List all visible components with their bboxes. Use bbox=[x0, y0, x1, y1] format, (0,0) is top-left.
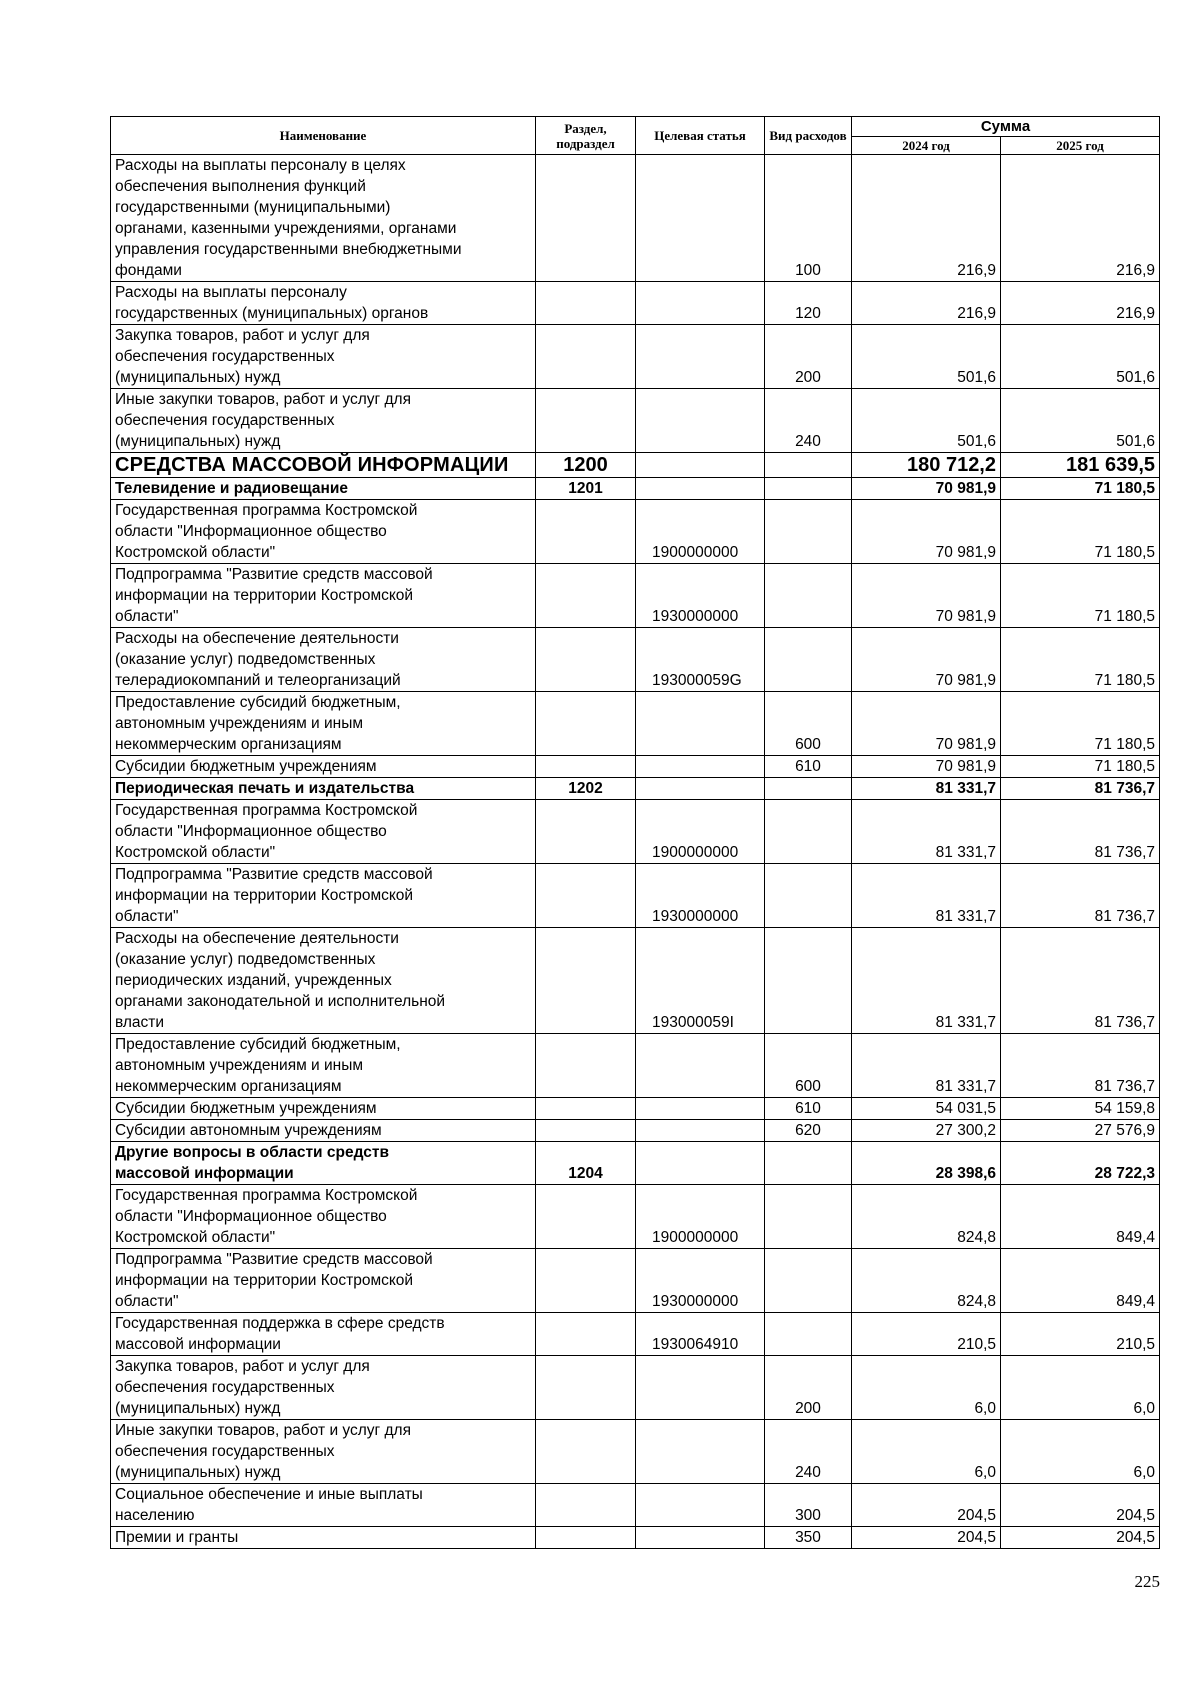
cell-2024: 216,9 bbox=[852, 282, 1001, 325]
cell-expense-type: 120 bbox=[765, 282, 852, 325]
cell-2024: 216,9 bbox=[852, 155, 1001, 282]
cell-2024: 81 331,7 bbox=[852, 928, 1001, 1034]
cell-section bbox=[536, 389, 636, 453]
cell-expense-type: 100 bbox=[765, 155, 852, 282]
cell-section bbox=[536, 864, 636, 928]
cell-2025: 501,6 bbox=[1001, 389, 1160, 453]
cell-2024: 6,0 bbox=[852, 1356, 1001, 1420]
table-row bbox=[111, 478, 1160, 500]
table-row bbox=[111, 800, 1160, 864]
cell-section bbox=[536, 692, 636, 756]
cell-target: 1930000000 bbox=[636, 1249, 765, 1313]
cell-name: Премии и гранты bbox=[111, 1527, 536, 1549]
table-body bbox=[111, 155, 1160, 1549]
header-type: Вид расходов bbox=[765, 117, 852, 155]
cell-2024: 210,5 bbox=[852, 1313, 1001, 1356]
cell-target: 1900000000 bbox=[636, 800, 765, 864]
cell-expense-type bbox=[765, 778, 852, 800]
table-row bbox=[111, 1313, 1160, 1356]
cell-target: 1930000000 bbox=[636, 864, 765, 928]
cell-2025: 216,9 bbox=[1001, 155, 1160, 282]
cell-target bbox=[636, 756, 765, 778]
cell-expense-type: 240 bbox=[765, 1420, 852, 1484]
cell-2025: 849,4 bbox=[1001, 1249, 1160, 1313]
cell-name: Государственная программа Костромской области "Информационное общество Костромской области" bbox=[111, 800, 536, 864]
cell-target bbox=[636, 1098, 765, 1120]
cell-section bbox=[536, 1098, 636, 1120]
cell-name: Предоставление субсидий бюджетным, автономным учреждениям и иным некоммерческим организациям bbox=[111, 1034, 536, 1098]
cell-2025: 204,5 bbox=[1001, 1484, 1160, 1527]
table-row bbox=[111, 928, 1160, 1034]
cell-2024: 81 331,7 bbox=[852, 864, 1001, 928]
page-number: 225 bbox=[1134, 1572, 1160, 1591]
cell-expense-type: 610 bbox=[765, 756, 852, 778]
cell-target: 1930000000 bbox=[636, 564, 765, 628]
cell-section bbox=[536, 155, 636, 282]
cell-2025: 71 180,5 bbox=[1001, 478, 1160, 500]
cell-2025: 71 180,5 bbox=[1001, 564, 1160, 628]
header-year-2024: 2024 год bbox=[852, 137, 1001, 155]
cell-name: Закупка товаров, работ и услуг для обеспечения государственных (муниципальных) нужд bbox=[111, 1356, 536, 1420]
cell-name: Предоставление субсидий бюджетным, автономным учреждениям и иным некоммерческим организациям bbox=[111, 692, 536, 756]
table-row bbox=[111, 1527, 1160, 1549]
cell-expense-type: 610 bbox=[765, 1098, 852, 1120]
cell-2024: 70 981,9 bbox=[852, 692, 1001, 756]
cell-section: 1202 bbox=[536, 778, 636, 800]
cell-name: Расходы на обеспечение деятельности (оказание услуг) подведомственных периодических изданий, учрежденных органами законодательной и исполнительной власти bbox=[111, 928, 536, 1034]
cell-section bbox=[536, 564, 636, 628]
cell-section bbox=[536, 1185, 636, 1249]
cell-2025: 71 180,5 bbox=[1001, 628, 1160, 692]
table-row bbox=[111, 389, 1160, 453]
cell-name: Подпрограмма "Развитие средств массовой информации на территории Костромской области" bbox=[111, 864, 536, 928]
cell-2025: 71 180,5 bbox=[1001, 500, 1160, 564]
cell-2024: 81 331,7 bbox=[852, 800, 1001, 864]
cell-section bbox=[536, 1120, 636, 1142]
cell-2025: 210,5 bbox=[1001, 1313, 1160, 1356]
cell-target: 193000059G bbox=[636, 628, 765, 692]
cell-target: 193000059I bbox=[636, 928, 765, 1034]
cell-2024: 501,6 bbox=[852, 325, 1001, 389]
cell-2024: 70 981,9 bbox=[852, 500, 1001, 564]
cell-target bbox=[636, 1120, 765, 1142]
cell-target: 1900000000 bbox=[636, 1185, 765, 1249]
cell-name: Социальное обеспечение и иные выплаты населению bbox=[111, 1484, 536, 1527]
cell-section: 1201 bbox=[536, 478, 636, 500]
cell-section bbox=[536, 1034, 636, 1098]
cell-2025: 216,9 bbox=[1001, 282, 1160, 325]
cell-name: Государственная программа Костромской области "Информационное общество Костромской области" bbox=[111, 1185, 536, 1249]
cell-name: Расходы на выплаты персоналу в целях обеспечения выполнения функций государственными (муниципальными) органами, казенными учреждениями, органами управления государственными внебюджетными фондами bbox=[111, 155, 536, 282]
cell-expense-type bbox=[765, 628, 852, 692]
cell-expense-type: 620 bbox=[765, 1120, 852, 1142]
cell-section bbox=[536, 800, 636, 864]
cell-section bbox=[536, 1527, 636, 1549]
cell-section bbox=[536, 1249, 636, 1313]
cell-target bbox=[636, 1420, 765, 1484]
table-row bbox=[111, 1249, 1160, 1313]
cell-expense-type bbox=[765, 800, 852, 864]
cell-2024: 70 981,9 bbox=[852, 756, 1001, 778]
table-row bbox=[111, 1185, 1160, 1249]
header-sum: Сумма bbox=[852, 117, 1160, 137]
table-row bbox=[111, 1098, 1160, 1120]
header-section: Раздел, подраздел bbox=[536, 117, 636, 155]
cell-target bbox=[636, 1356, 765, 1420]
budget-table bbox=[110, 116, 1160, 1549]
table-row bbox=[111, 756, 1160, 778]
cell-2025: 81 736,7 bbox=[1001, 928, 1160, 1034]
table-row bbox=[111, 453, 1160, 478]
cell-expense-type bbox=[765, 1249, 852, 1313]
cell-target bbox=[636, 1034, 765, 1098]
cell-section: 1200 bbox=[536, 453, 636, 478]
cell-2025: 81 736,7 bbox=[1001, 864, 1160, 928]
table-row bbox=[111, 1484, 1160, 1527]
cell-2024: 501,6 bbox=[852, 389, 1001, 453]
cell-name: Субсидии бюджетным учреждениям bbox=[111, 756, 536, 778]
cell-expense-type bbox=[765, 500, 852, 564]
table-row bbox=[111, 628, 1160, 692]
cell-section bbox=[536, 325, 636, 389]
cell-expense-type: 300 bbox=[765, 1484, 852, 1527]
cell-2025: 81 736,7 bbox=[1001, 800, 1160, 864]
cell-section bbox=[536, 500, 636, 564]
cell-expense-type: 200 bbox=[765, 1356, 852, 1420]
cell-name: СРЕДСТВА МАССОВОЙ ИНФОРМАЦИИ bbox=[111, 453, 536, 478]
cell-2024: 81 331,7 bbox=[852, 778, 1001, 800]
cell-2025: 204,5 bbox=[1001, 1527, 1160, 1549]
cell-expense-type bbox=[765, 1313, 852, 1356]
cell-target bbox=[636, 1484, 765, 1527]
table-row bbox=[111, 500, 1160, 564]
cell-2024: 6,0 bbox=[852, 1420, 1001, 1484]
cell-name: Телевидение и радиовещание bbox=[111, 478, 536, 500]
cell-expense-type bbox=[765, 1185, 852, 1249]
cell-name: Иные закупки товаров, работ и услуг для обеспечения государственных (муниципальных) нужд bbox=[111, 389, 536, 453]
cell-2024: 54 031,5 bbox=[852, 1098, 1001, 1120]
table-row bbox=[111, 325, 1160, 389]
cell-2025: 6,0 bbox=[1001, 1356, 1160, 1420]
cell-2024: 824,8 bbox=[852, 1249, 1001, 1313]
cell-name: Подпрограмма "Развитие средств массовой информации на территории Костромской области" bbox=[111, 564, 536, 628]
cell-name: Государственная поддержка в сфере средств массовой информации bbox=[111, 1313, 536, 1356]
cell-2025: 849,4 bbox=[1001, 1185, 1160, 1249]
header-target: Целевая статья bbox=[636, 117, 765, 155]
cell-target bbox=[636, 1142, 765, 1185]
cell-target bbox=[636, 478, 765, 500]
cell-2025: 71 180,5 bbox=[1001, 756, 1160, 778]
cell-target bbox=[636, 389, 765, 453]
cell-2025: 6,0 bbox=[1001, 1420, 1160, 1484]
cell-2025: 501,6 bbox=[1001, 325, 1160, 389]
table-row bbox=[111, 1034, 1160, 1098]
cell-section bbox=[536, 1420, 636, 1484]
cell-2024: 28 398,6 bbox=[852, 1142, 1001, 1185]
cell-name: Подпрограмма "Развитие средств массовой информации на территории Костромской области" bbox=[111, 1249, 536, 1313]
cell-expense-type: 200 bbox=[765, 325, 852, 389]
cell-2024: 180 712,2 bbox=[852, 453, 1001, 478]
table-row bbox=[111, 1356, 1160, 1420]
cell-expense-type bbox=[765, 1142, 852, 1185]
cell-expense-type bbox=[765, 928, 852, 1034]
cell-2024: 824,8 bbox=[852, 1185, 1001, 1249]
table-row bbox=[111, 778, 1160, 800]
cell-target: 1930064910 bbox=[636, 1313, 765, 1356]
header-year-2025: 2025 год bbox=[1001, 137, 1160, 155]
cell-expense-type bbox=[765, 564, 852, 628]
header-name: Наименование bbox=[111, 117, 536, 155]
cell-section bbox=[536, 928, 636, 1034]
cell-2024: 204,5 bbox=[852, 1484, 1001, 1527]
cell-name: Расходы на обеспечение деятельности (оказание услуг) подведомственных телерадиокомпаний и телеорганизаций bbox=[111, 628, 536, 692]
table-row bbox=[111, 1120, 1160, 1142]
cell-name: Субсидии автономным учреждениям bbox=[111, 1120, 536, 1142]
cell-section bbox=[536, 1356, 636, 1420]
cell-expense-type: 350 bbox=[765, 1527, 852, 1549]
cell-section bbox=[536, 282, 636, 325]
cell-expense-type bbox=[765, 453, 852, 478]
cell-name: Субсидии бюджетным учреждениям bbox=[111, 1098, 536, 1120]
cell-expense-type: 600 bbox=[765, 692, 852, 756]
cell-name: Закупка товаров, работ и услуг для обеспечения государственных (муниципальных) нужд bbox=[111, 325, 536, 389]
cell-2024: 81 331,7 bbox=[852, 1034, 1001, 1098]
cell-section bbox=[536, 1484, 636, 1527]
cell-name: Периодическая печать и издательства bbox=[111, 778, 536, 800]
cell-expense-type: 600 bbox=[765, 1034, 852, 1098]
cell-name: Другие вопросы в области средств массовой информации bbox=[111, 1142, 536, 1185]
cell-target bbox=[636, 1527, 765, 1549]
table-row bbox=[111, 155, 1160, 282]
cell-expense-type: 240 bbox=[765, 389, 852, 453]
cell-target bbox=[636, 778, 765, 800]
cell-section: 1204 bbox=[536, 1142, 636, 1185]
cell-section bbox=[536, 628, 636, 692]
table-row bbox=[111, 864, 1160, 928]
cell-target bbox=[636, 692, 765, 756]
cell-target bbox=[636, 453, 765, 478]
table-row bbox=[111, 1420, 1160, 1484]
cell-expense-type bbox=[765, 864, 852, 928]
cell-name: Расходы на выплаты персоналу государственных (муниципальных) органов bbox=[111, 282, 536, 325]
cell-2025: 28 722,3 bbox=[1001, 1142, 1160, 1185]
table-row bbox=[111, 282, 1160, 325]
table-row bbox=[111, 692, 1160, 756]
cell-section bbox=[536, 756, 636, 778]
cell-section bbox=[536, 1313, 636, 1356]
cell-2024: 70 981,9 bbox=[852, 628, 1001, 692]
cell-2025: 71 180,5 bbox=[1001, 692, 1160, 756]
cell-expense-type bbox=[765, 478, 852, 500]
table-row bbox=[111, 564, 1160, 628]
cell-target bbox=[636, 282, 765, 325]
cell-2024: 70 981,9 bbox=[852, 478, 1001, 500]
table-header bbox=[111, 117, 1160, 155]
table-row bbox=[111, 1142, 1160, 1185]
cell-2024: 204,5 bbox=[852, 1527, 1001, 1549]
cell-2025: 181 639,5 bbox=[1001, 453, 1160, 478]
cell-target bbox=[636, 325, 765, 389]
cell-name: Иные закупки товаров, работ и услуг для обеспечения государственных (муниципальных) нужд bbox=[111, 1420, 536, 1484]
cell-2025: 54 159,8 bbox=[1001, 1098, 1160, 1120]
cell-2025: 81 736,7 bbox=[1001, 778, 1160, 800]
cell-2025: 27 576,9 bbox=[1001, 1120, 1160, 1142]
cell-2024: 70 981,9 bbox=[852, 564, 1001, 628]
cell-name: Государственная программа Костромской области "Информационное общество Костромской области" bbox=[111, 500, 536, 564]
cell-2024: 27 300,2 bbox=[852, 1120, 1001, 1142]
cell-target bbox=[636, 155, 765, 282]
cell-2025: 81 736,7 bbox=[1001, 1034, 1160, 1098]
cell-target: 1900000000 bbox=[636, 500, 765, 564]
